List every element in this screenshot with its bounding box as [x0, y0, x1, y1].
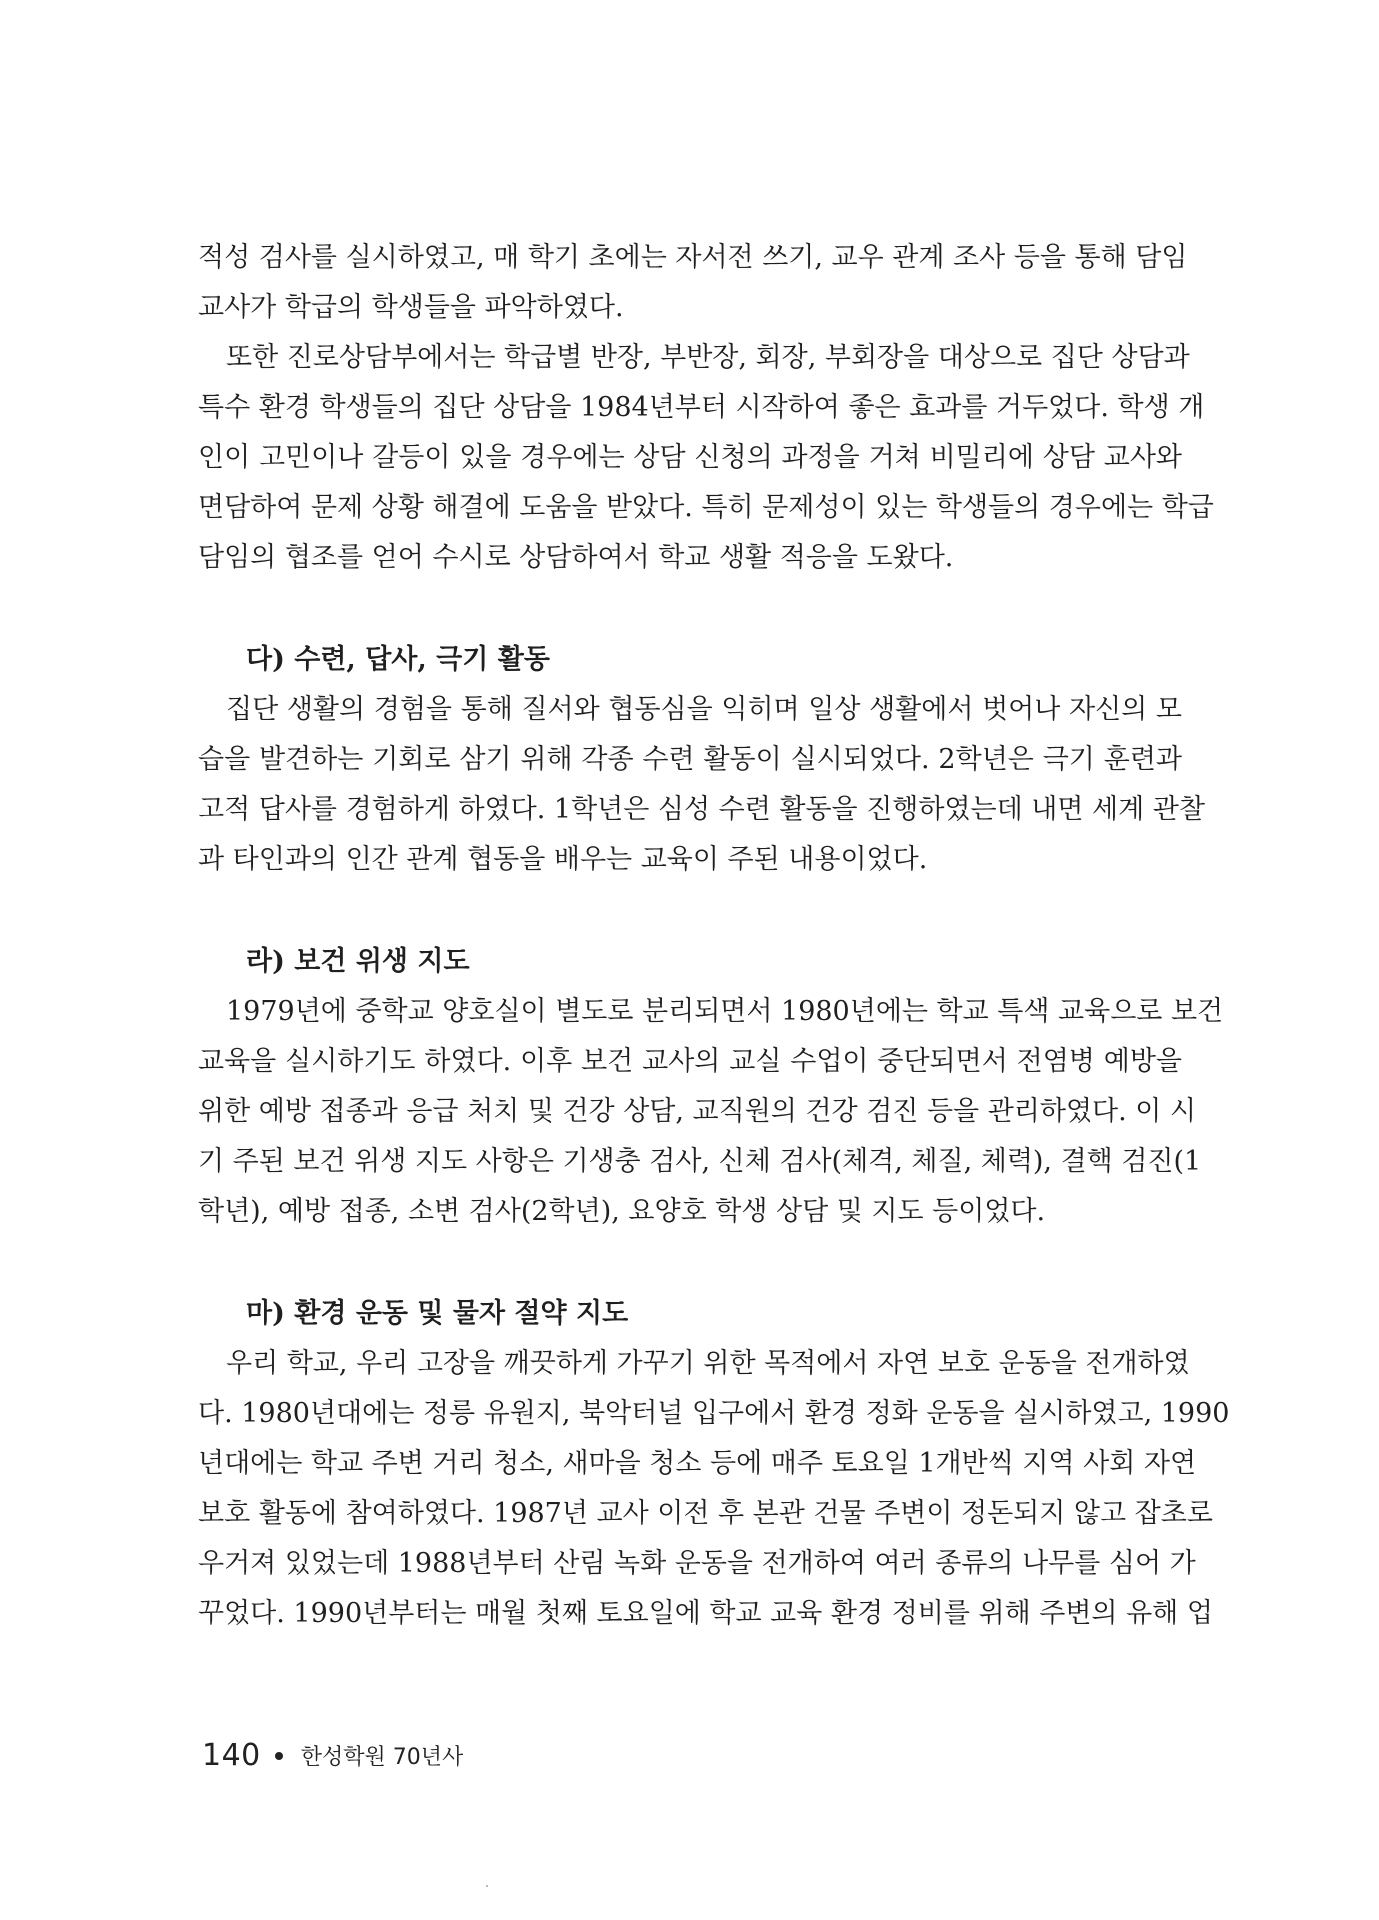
text-line: 면담하여 문제 상황 해결에 도움을 받았다. 특히 문제성이 있는 학생들의 경우에는 학급: [198, 492, 1214, 523]
text-line: 또한 진로상담부에서는 학급별 반장, 부반장, 회장, 부회장을 대상으로 집단 상담과: [226, 342, 1190, 373]
text-line: 꾸었다. 1990년부터는 매월 첫째 토요일에 학교 교육 환경 정비를 위해 주변의 유해 업: [198, 1598, 1213, 1629]
page-footer: [202, 1738, 463, 1773]
text-line: 습을 발견하는 기회로 삼기 위해 각종 수련 활동이 실시되었다. 2학년은 극기 훈련과: [198, 744, 1182, 775]
text-line: 위한 예방 접종과 응급 처치 및 건강 상담, 교직원의 건강 검진 등을 관리하였다. 이 시: [198, 1096, 1197, 1127]
text-line: 우거져 있었는데 1988년부터 산림 녹화 운동을 전개하여 여러 종류의 나무를 심어 가: [198, 1548, 1196, 1579]
paragraph: [198, 1339, 1230, 1639]
text-line: 고적 답사를 경험하게 하였다. 1학년은 심성 수련 활동을 진행하였는데 내면 세계 관찰: [198, 794, 1205, 825]
book-title: 한성학원 70년사: [300, 1745, 464, 1770]
text-line: 집단 생활의 경험을 통해 질서와 협동심을 익히며 일상 생활에서 벗어나 자신의 모: [226, 694, 1182, 725]
text-line: 인이 고민이나 갈등이 있을 경우에는 상담 신청의 과정을 거쳐 비밀리에 상담 교사와: [198, 442, 1182, 473]
section-heading: 다) 수련, 답사, 극기 활동: [246, 644, 550, 675]
section-heading: 라) 보건 위생 지도: [246, 946, 470, 977]
text-line: 보호 활동에 참여하였다. 1987년 교사 이전 후 본관 건물 주변이 정돈되지 않고 잡초로: [198, 1498, 1213, 1529]
text-line: 교사가 학급의 학생들을 파악하였다.: [198, 292, 624, 323]
bullet-separator-icon: [275, 1752, 283, 1760]
text-line: 담임의 협조를 얻어 수시로 상담하여서 학교 생활 적응을 도왔다.: [198, 542, 954, 573]
text-line: 다. 1980년대에는 정릉 유원지, 북악터널 입구에서 환경 정화 운동을 실시하였고, 1990: [198, 1398, 1230, 1429]
page-number: 140: [202, 1738, 261, 1773]
text-line: 적성 검사를 실시하였고, 매 학기 초에는 자서전 쓰기, 교우 관계 조사 등을 통해 담임: [198, 242, 1188, 273]
paragraph: [198, 685, 1205, 885]
body-text: [198, 233, 1230, 1639]
section-gap: [198, 583, 1182, 635]
text-line: 기 주된 보건 위생 지도 사항은 기생충 검사, 신체 검사(체격, 체질, 체력), 결핵 검진(1: [198, 1146, 1202, 1177]
paragraph: [198, 333, 1214, 583]
text-line: 학년), 예방 접종, 소변 검사(2학년), 요양호 학생 상담 및 지도 등이었다.: [198, 1196, 1046, 1227]
paragraph: [198, 233, 1188, 333]
text-line: 특수 환경 학생들의 집단 상담을 1984년부터 시작하여 좋은 효과를 거두었다. 학생 개: [198, 392, 1205, 423]
text-line: 년대에는 학교 주변 거리 청소, 새마을 청소 등에 매주 토요일 1개반씩 지역 사회 자연: [198, 1448, 1197, 1479]
scan-speck: [486, 1885, 488, 1887]
text-line: 과 타인과의 인간 관계 협동을 배우는 교육이 주된 내용이었다.: [198, 844, 928, 875]
text-line: 우리 학교, 우리 고장을 깨끗하게 가꾸기 위한 목적에서 자연 보호 운동을 전개하였: [226, 1348, 1190, 1379]
paragraph: [198, 987, 1224, 1237]
section-gap: [198, 885, 1182, 937]
text-line: 1979년에 중학교 양호실이 별도로 분리되면서 1980년에는 학교 특색 교육으로 보건: [226, 996, 1224, 1027]
text-line: 교육을 실시하기도 하였다. 이후 보건 교사의 교실 수업이 중단되면서 전염병 예방을: [198, 1046, 1182, 1077]
section-heading: 마) 환경 운동 및 물자 절약 지도: [246, 1298, 629, 1329]
section-gap: [198, 1237, 1182, 1289]
